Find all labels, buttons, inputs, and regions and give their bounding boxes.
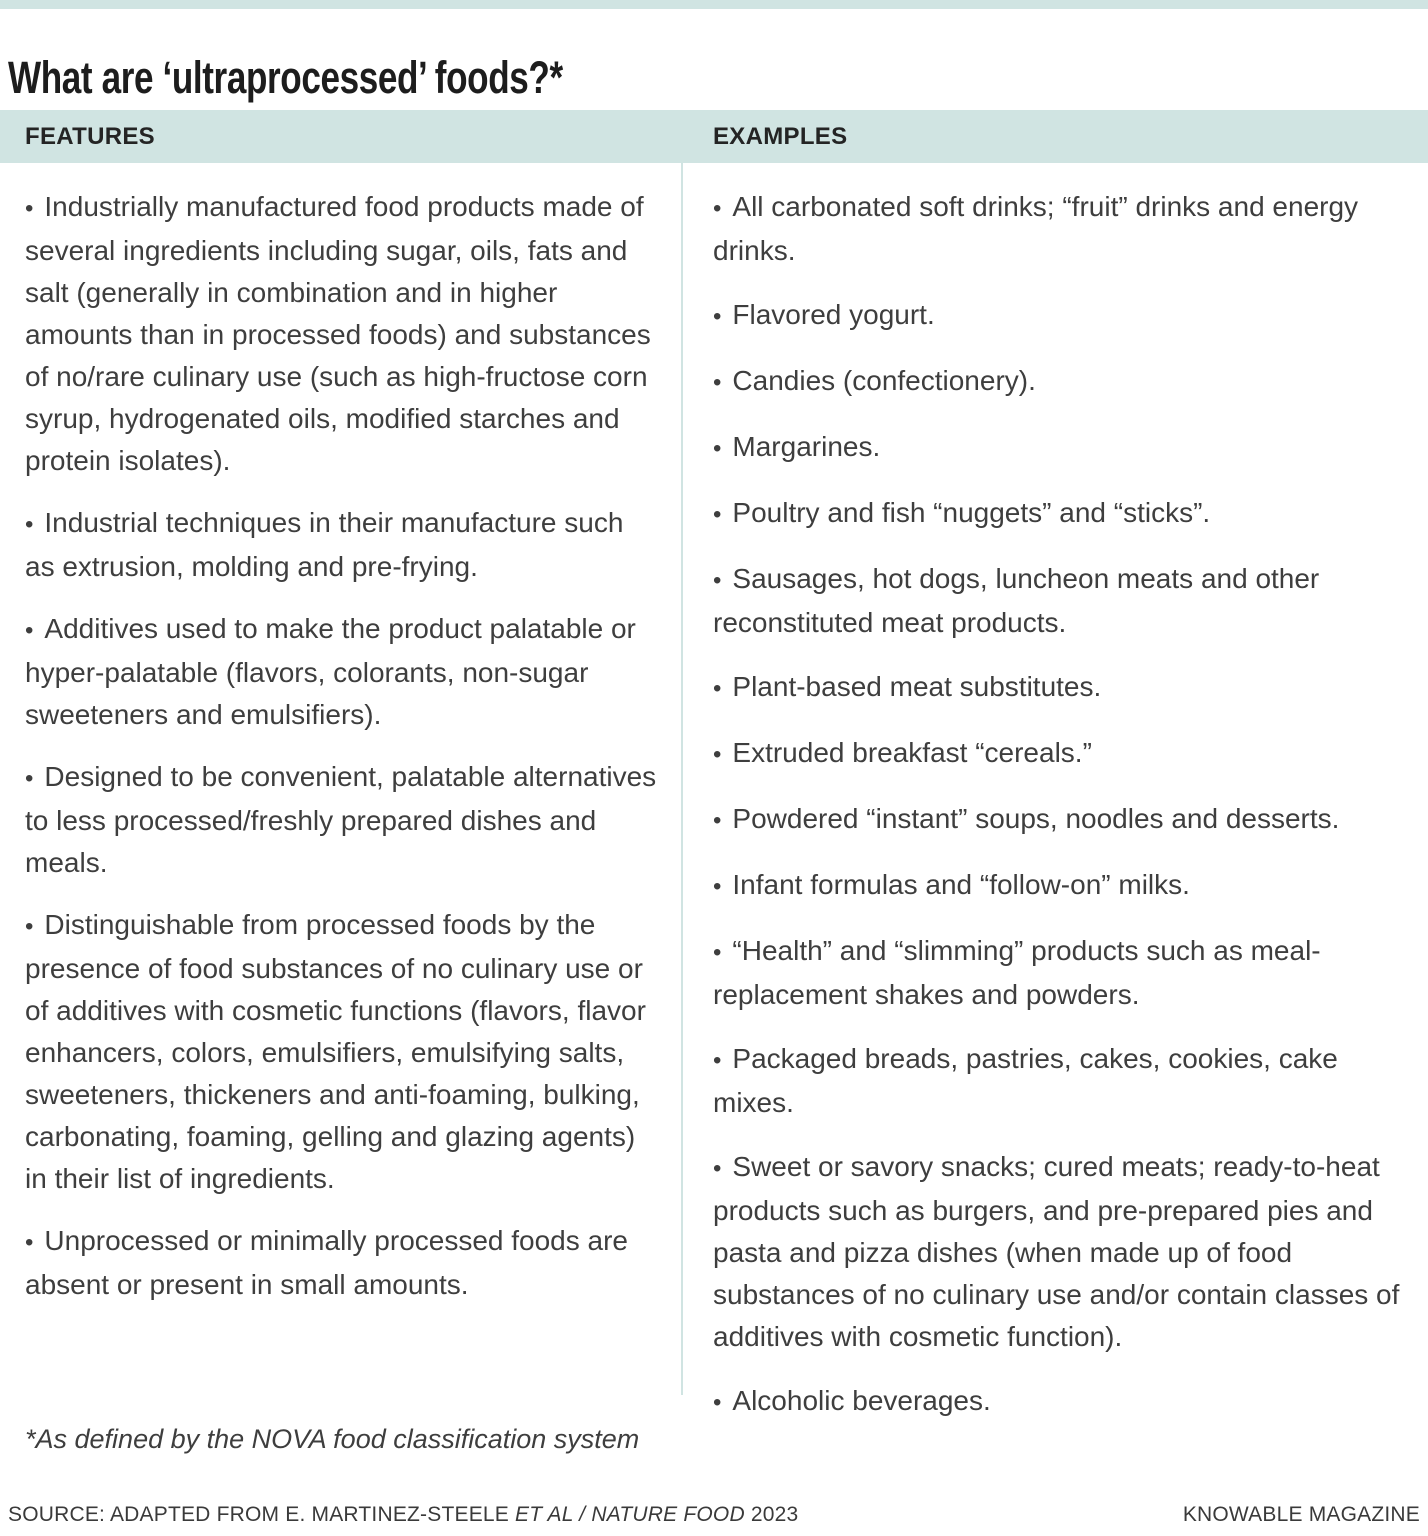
bullet-item: • Flavored yogurt. [713, 294, 1413, 338]
source-year: 2023 [744, 1503, 799, 1526]
table-header-band [0, 110, 1428, 163]
footnote: *As defined by the NOVA food classification system [25, 1424, 640, 1454]
bullet-item: • All carbonated soft drinks; “fruit” drinks and energy drinks. [713, 186, 1413, 272]
bullet-item: • Powdered “instant” soups, noodles and desserts. [713, 798, 1413, 842]
bullet-item: • Sausages, hot dogs, luncheon meats and other reconstituted meat products. [713, 558, 1413, 644]
source-citation-italic: ET AL / NATURE FOOD [515, 1503, 745, 1526]
bullet-item: • Packaged breads, pastries, cakes, cookies, cake mixes. [713, 1038, 1413, 1124]
source-line [8, 1503, 798, 1527]
bullet-item: • Infant formulas and “follow-on” milks. [713, 864, 1413, 908]
page-title: What are ‘ultraprocessed’ foods?* [8, 52, 563, 104]
bullet-item: • Alcoholic beverages. [713, 1380, 1413, 1424]
bullet-item: • Candies (confectionery). [713, 360, 1413, 404]
bullet-item: • Margarines. [713, 426, 1413, 470]
column-header-examples: EXAMPLES [713, 123, 848, 150]
bullet-item: • “Health” and “slimming” products such as meal-replacement shakes and powders. [713, 930, 1413, 1016]
bullet-item: • Poultry and fish “nuggets” and “sticks”. [713, 492, 1413, 536]
bullet-item: • Additives used to make the product palatable or hyper-palatable (flavors, colorants, non-sugar sweeteners and emulsifiers). [25, 608, 657, 736]
column-header-features: FEATURES [25, 123, 155, 150]
examples-column [713, 186, 1413, 1446]
top-accent-bar [0, 0, 1428, 9]
bullet-item: • Designed to be convenient, palatable alternatives to less processed/freshly prepared dishes and meals. [25, 756, 657, 884]
bullet-item: • Plant-based meat substitutes. [713, 666, 1413, 710]
bullet-item: • Industrially manufactured food products made of several ingredients including sugar, oils, fats and salt (generally in combination and in higher amounts than in processed foods) and substances of no/rare culinary use (such as high-fructose corn syrup, hydrogenated oils, modified starches and protein isolates). [25, 186, 657, 482]
bullet-item: • Sweet or savory snacks; cured meats; ready-to-heat products such as burgers, and pre-prepared pies and pasta and pizza dishes (when made up of food substances of no culinary use and/or contain classes of additives with cosmetic function). [713, 1146, 1413, 1358]
bullet-item: • Industrial techniques in their manufacture such as extrusion, molding and pre-frying. [25, 502, 657, 588]
column-divider [681, 163, 683, 1395]
publisher-credit: KNOWABLE MAGAZINE [1182, 1503, 1420, 1526]
bullet-item: • Distinguishable from processed foods by the presence of food substances of no culinary use or of additives with cosmetic functions (flavors, flavor enhancers, colors, emulsifiers, emulsifying salts, sweeteners, thickeners and anti-foaming, bulking, carbonating, foaming, gelling and glazing agents) in their list of ingredients. [25, 904, 657, 1200]
source-text: SOURCE: ADAPTED FROM E. MARTINEZ-STEELE [8, 1503, 516, 1526]
bullet-item: • Unprocessed or minimally processed foods are absent or present in small amounts. [25, 1220, 657, 1306]
bullet-item: • Extruded breakfast “cereals.” [713, 732, 1413, 776]
features-column [25, 186, 657, 1326]
